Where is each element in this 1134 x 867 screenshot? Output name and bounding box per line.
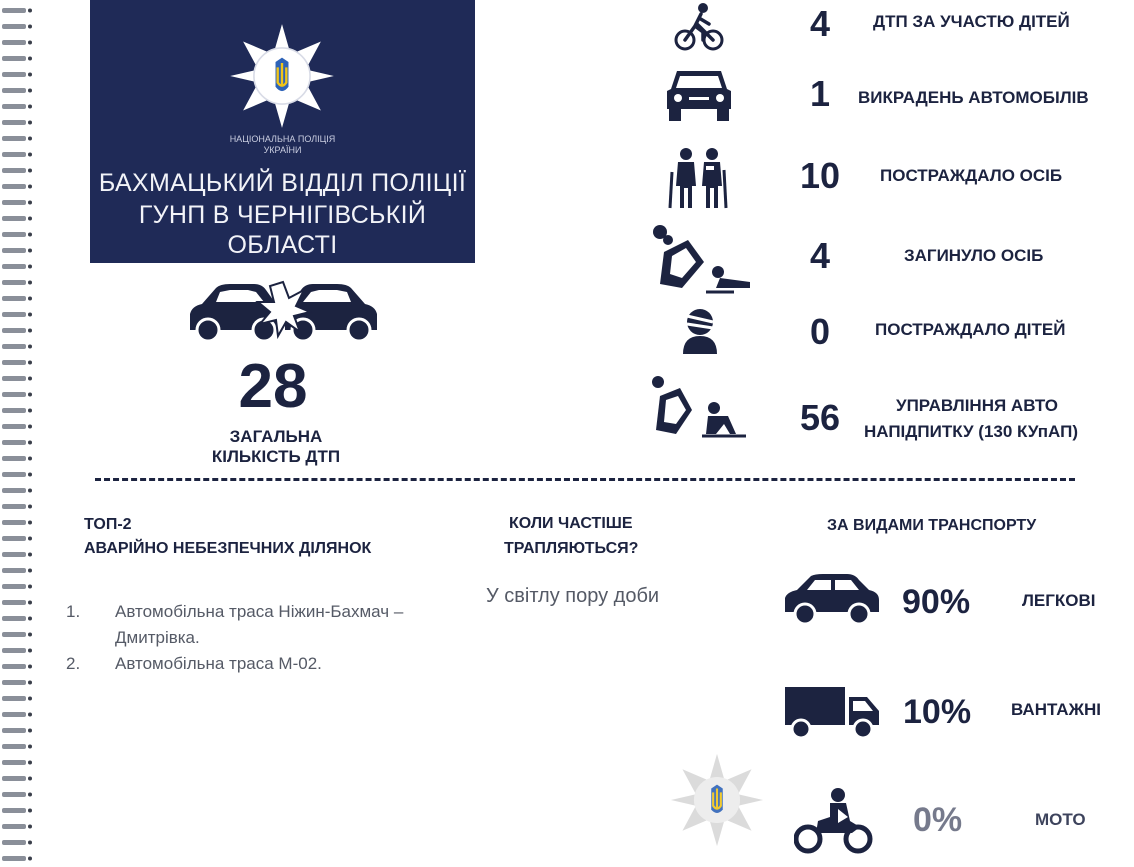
header-title-line-1: БАХМАЦЬКИЙ ВІДДІЛ ПОЛІЦІЇ xyxy=(98,169,467,197)
binding-ring xyxy=(2,312,26,317)
binding-ring xyxy=(2,104,26,109)
binding-ring xyxy=(2,712,26,717)
binding-hole xyxy=(28,745,32,749)
truck-icon xyxy=(783,685,881,741)
binding-hole xyxy=(28,857,32,861)
binding-ring xyxy=(2,440,26,445)
binding-hole xyxy=(28,9,32,13)
binding-ring xyxy=(2,72,26,77)
binding-ring xyxy=(2,392,26,397)
top2-item-1-number: 1. xyxy=(66,602,81,621)
binding-hole xyxy=(28,633,32,637)
binding-ring xyxy=(2,136,26,141)
binding-hole xyxy=(28,505,32,509)
binding-hole xyxy=(28,313,32,317)
binding-hole xyxy=(28,601,32,605)
binding-hole xyxy=(28,105,32,109)
transport-pct-trucks: 10% xyxy=(903,693,972,731)
total-label-line-2: КІЛЬКІСТЬ ДТП xyxy=(211,447,341,466)
binding-hole xyxy=(28,617,32,621)
binding-hole xyxy=(28,169,32,173)
stat-label-children-crashes: ДТП ЗА УЧАСТЮ ДІТЕЙ xyxy=(873,12,1070,31)
total-crashes-value: 28 xyxy=(238,352,308,421)
top2-item-1-line-2: Дмитрівка. xyxy=(115,628,200,647)
binding-hole xyxy=(28,489,32,493)
binding-ring xyxy=(2,728,26,733)
stat-value-car-thefts: 1 xyxy=(809,73,831,114)
binding-hole xyxy=(28,393,32,397)
drunk-driver-icon xyxy=(646,374,750,440)
binding-hole xyxy=(28,521,32,525)
binding-ring xyxy=(2,808,26,813)
binding-ring xyxy=(2,280,26,285)
binding-ring xyxy=(2,840,26,845)
transport-pct-cars: 90% xyxy=(902,583,971,621)
transport-label-trucks: ВАНТАЖНІ xyxy=(1011,700,1101,719)
binding-hole xyxy=(28,249,32,253)
transport-label-cars: ЛЕГКОВІ xyxy=(1022,591,1096,610)
stat-value-deaths: 4 xyxy=(809,235,831,276)
binding-ring xyxy=(2,744,26,749)
binding-ring xyxy=(2,24,26,29)
transport-label-moto: МОТО xyxy=(1035,810,1086,829)
binding-hole xyxy=(28,137,32,141)
binding-ring xyxy=(2,520,26,525)
transport-pct-moto: 0% xyxy=(913,801,963,839)
binding-hole xyxy=(28,441,32,445)
binding-ring xyxy=(2,56,26,61)
when-answer: У світлу пору доби xyxy=(486,585,660,607)
binding-ring xyxy=(2,168,26,173)
binding-ring xyxy=(2,680,26,685)
binding-ring xyxy=(2,120,26,125)
stat-value-drunk-driving: 56 xyxy=(799,397,841,438)
binding-hole xyxy=(28,377,32,381)
binding-hole xyxy=(28,777,32,781)
binding-hole xyxy=(28,473,32,477)
binding-hole xyxy=(28,153,32,157)
top2-item-1-line-1: Автомобільна траса Ніжин-Бахмач – xyxy=(115,602,404,621)
binding-ring xyxy=(2,760,26,765)
binding-ring xyxy=(2,328,26,333)
binding-ring xyxy=(2,376,26,381)
binding-ring xyxy=(2,200,26,205)
binding-hole xyxy=(28,809,32,813)
binding-hole xyxy=(28,537,32,541)
binding-ring xyxy=(2,584,26,589)
top2-title-line-1: ТОП-2 xyxy=(84,516,132,533)
header-banner xyxy=(90,0,475,263)
binding-hole xyxy=(28,217,32,221)
binding-ring xyxy=(2,792,26,797)
binding-ring xyxy=(2,248,26,253)
binding-hole xyxy=(28,201,32,205)
binding-ring xyxy=(2,40,26,45)
binding-hole xyxy=(28,825,32,829)
stat-value-injured: 10 xyxy=(799,155,841,196)
stat-value-injured-children: 0 xyxy=(809,311,831,352)
binding-hole xyxy=(28,57,32,61)
binding-ring xyxy=(2,664,26,669)
binding-hole xyxy=(28,681,32,685)
stat-label-injured-children: ПОСТРАЖДАЛО ДІТЕЙ xyxy=(875,320,1066,339)
binding-ring xyxy=(2,360,26,365)
binding-ring xyxy=(2,184,26,189)
cyclist-icon xyxy=(673,2,725,52)
binding-ring xyxy=(2,696,26,701)
binding-hole xyxy=(28,729,32,733)
stat-label-drunk-driving-line-1: УПРАВЛІННЯ АВТО xyxy=(896,396,1059,415)
binding-hole xyxy=(28,665,32,669)
bandaged-head-icon xyxy=(679,306,721,356)
binding-ring xyxy=(2,648,26,653)
police-star-icon xyxy=(228,22,336,130)
binding-ring xyxy=(2,8,26,13)
binding-hole xyxy=(28,297,32,301)
binding-ring xyxy=(2,296,26,301)
binding-ring xyxy=(2,616,26,621)
car-crash-icon xyxy=(186,280,381,342)
binding-hole xyxy=(28,697,32,701)
injured-people-icon xyxy=(668,146,730,210)
binding-ring xyxy=(2,456,26,461)
binding-hole xyxy=(28,409,32,413)
binding-ring xyxy=(2,344,26,349)
binding-ring xyxy=(2,408,26,413)
binding-ring xyxy=(2,632,26,637)
binding-ring xyxy=(2,88,26,93)
police-star-watermark-icon xyxy=(669,752,765,848)
binding-ring xyxy=(2,552,26,557)
binding-ring xyxy=(2,152,26,157)
motorcycle-icon xyxy=(794,787,874,857)
binding-hole xyxy=(28,793,32,797)
org-name-small: НАЦІОНАЛЬНА ПОЛІЦІЯ xyxy=(229,134,336,144)
top2-title-line-2: АВАРІЙНО НЕБЕЗПЕЧНИХ ДІЛЯНОК xyxy=(84,540,372,557)
spiral-binding xyxy=(0,0,34,867)
top2-item-2-line-1: Автомобільна траса М-02. xyxy=(115,654,322,673)
transport-title: ЗА ВИДАМИ ТРАНСПОРТУ xyxy=(827,517,1037,534)
binding-ring xyxy=(2,216,26,221)
binding-hole xyxy=(28,345,32,349)
binding-hole xyxy=(28,265,32,269)
fatal-crash-icon xyxy=(646,222,752,296)
binding-ring xyxy=(2,488,26,493)
binding-hole xyxy=(28,281,32,285)
binding-ring xyxy=(2,568,26,573)
binding-hole xyxy=(28,425,32,429)
when-title-line-1: КОЛИ ЧАСТІШЕ xyxy=(509,515,633,532)
car-front-icon xyxy=(665,67,733,123)
binding-ring xyxy=(2,472,26,477)
binding-hole xyxy=(28,329,32,333)
binding-ring xyxy=(2,824,26,829)
when-title-line-2: ТРАПЛЯЮТЬСЯ? xyxy=(504,540,639,557)
binding-hole xyxy=(28,761,32,765)
binding-ring xyxy=(2,776,26,781)
top2-item-2-number: 2. xyxy=(66,654,81,673)
dashed-divider xyxy=(95,478,1075,481)
binding-hole xyxy=(28,361,32,365)
org-country-small: УКРАЇНИ xyxy=(263,145,302,155)
binding-hole xyxy=(28,121,32,125)
binding-hole xyxy=(28,233,32,237)
binding-hole xyxy=(28,649,32,653)
binding-hole xyxy=(28,569,32,573)
binding-hole xyxy=(28,713,32,717)
binding-ring xyxy=(2,504,26,509)
binding-hole xyxy=(28,185,32,189)
binding-hole xyxy=(28,73,32,77)
binding-ring xyxy=(2,536,26,541)
stat-value-children-crashes: 4 xyxy=(809,3,831,44)
binding-ring xyxy=(2,264,26,269)
binding-ring xyxy=(2,232,26,237)
car-side-icon xyxy=(783,572,881,626)
binding-hole xyxy=(28,25,32,29)
binding-ring xyxy=(2,424,26,429)
binding-ring xyxy=(2,600,26,605)
header-title-line-2: ГУНП В ЧЕРНІГІВСЬКІЙ ОБЛАСТІ xyxy=(138,201,427,259)
binding-hole xyxy=(28,585,32,589)
stat-label-deaths: ЗАГИНУЛО ОСІБ xyxy=(904,246,1044,265)
binding-hole xyxy=(28,841,32,845)
stat-label-car-thefts: ВИКРАДЕНЬ АВТОМОБІЛІВ xyxy=(858,88,1089,107)
total-label-line-1: ЗАГАЛЬНА xyxy=(229,427,323,446)
binding-hole xyxy=(28,457,32,461)
stat-label-injured: ПОСТРАЖДАЛО ОСІБ xyxy=(880,166,1063,185)
stat-label-drunk-driving-line-2: НАПІДПИТКУ (130 КУпАП) xyxy=(864,422,1078,441)
binding-hole xyxy=(28,553,32,557)
binding-hole xyxy=(28,89,32,93)
binding-hole xyxy=(28,41,32,45)
binding-ring xyxy=(2,856,26,861)
